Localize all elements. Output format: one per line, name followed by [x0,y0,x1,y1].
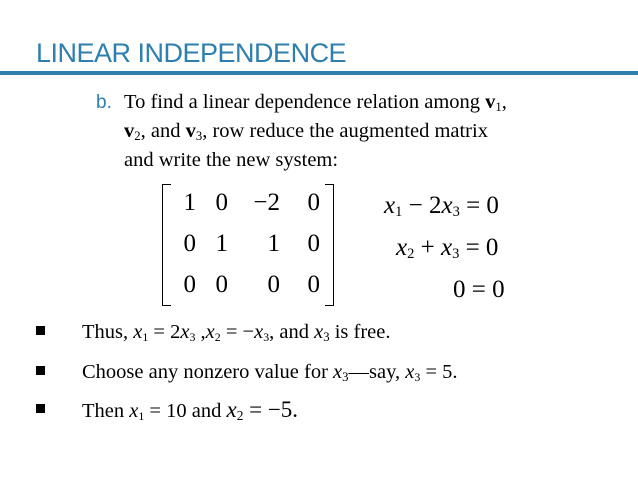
matrix-cell: 0 [183,230,196,257]
part-line3: and write the new system: [124,149,339,171]
part-line1: To find a linear dependence relation among [124,91,486,113]
matrix-cell: 1 [183,189,196,216]
comma: , [501,91,507,113]
matrix-cell: 0 [215,271,228,298]
vector-v3-sub: 3 [195,129,203,143]
matrix-cell: 1 [267,230,280,257]
part-b-text [124,88,616,175]
matrix-cell: −2 [253,189,280,216]
vector-v2-sub: 2 [134,129,141,143]
vector-v2: v [124,120,135,142]
vector-v1-sub: 1 [495,100,502,114]
matrix-cell: 0 [267,271,280,298]
matrix-cell: 0 [183,271,196,298]
part-line2-mid: , and [140,120,186,142]
bullet-thus-text: Thus, $x_1 = 2x_3$ $,x_2 = -x_3$, and $x_3$ is free. [82,321,391,344]
vector-v3: v [185,120,196,142]
bullet-marker [36,326,45,335]
vector-v1: v [485,91,496,113]
bullet-then-text: Then $x_1 = 10$ and $x_2 = -5$. [82,397,299,423]
matrix-cell: 0 [307,189,320,216]
bullet-choose-text: Choose any nonzero value for $x_3—say$, $x_3 = 5$. [82,361,458,384]
augmented-matrix [162,184,334,304]
matrix-cell: 0 [307,271,320,298]
matrix-cell: 0 [215,189,228,216]
part-line2-post: , row reduce the augmented matrix [202,120,488,142]
matrix-cell: 0 [307,230,320,257]
system-equation-2: $x_2 + x_3 = 0$ [396,234,499,262]
matrix-right-bracket [325,184,334,306]
bullet-marker [36,404,45,413]
bullet-marker [36,366,45,375]
part-b-paragraph [96,88,616,175]
system-equation-3: 0 = 0 [453,276,505,303]
part-label: b. [96,92,112,113]
title-underline [0,71,638,75]
slide-title: LINEAR INDEPENDENCE [36,38,347,68]
system-equation-1: $x_1 - 2x_3 = 0$ [384,192,499,220]
matrix-cell: 1 [215,230,228,257]
